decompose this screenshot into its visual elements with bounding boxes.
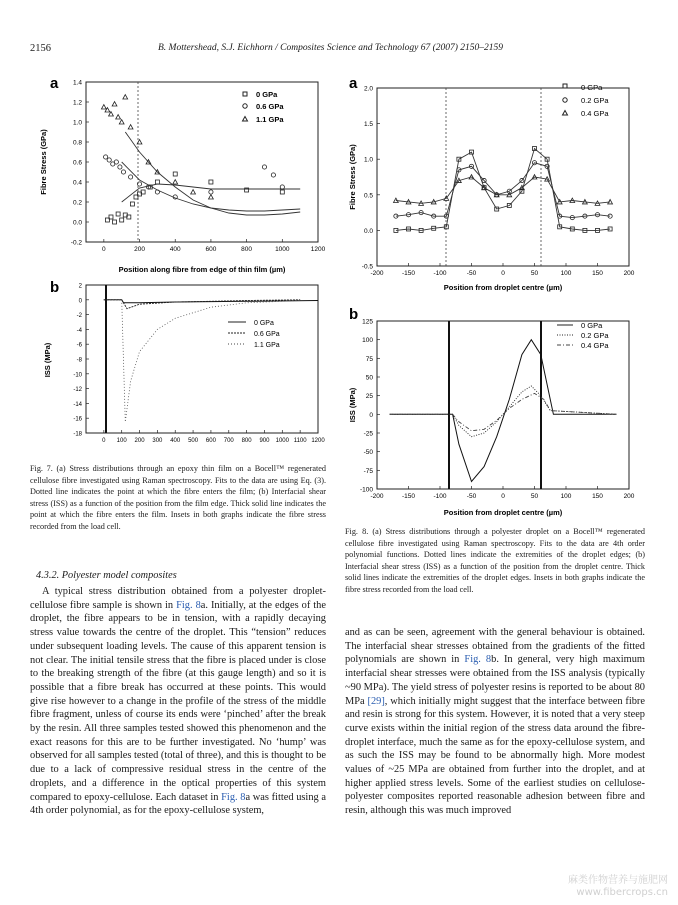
data-point	[116, 115, 121, 119]
data-point	[121, 170, 125, 174]
y-tick-label: -4	[76, 327, 82, 334]
fit-curve	[396, 149, 610, 231]
watermark-line-2: www.fibercrops.cn	[576, 887, 668, 898]
fig8-caption-text: Fig. 8. (a) Stress distributions through a polyester droplet on a Bocell™ regenerated cellulose fibre investigated using Raman spectroscopy. Fits to the data are 4th order polynomial functions. Dotted lines indicate the extremities of the droplet edges; (b) Interfacial shear stress (ISS) as a function of the position from the droplet centre. Thick solid lines indicate the extremities of the droplet edges. Insets in both graphs indicate the fibre stress recorded from the load cell.	[345, 527, 645, 594]
x-tick-label: -50	[466, 270, 477, 277]
fig8a-chart	[345, 76, 645, 306]
x-tick-label: 150	[592, 270, 603, 277]
left-body	[30, 585, 326, 818]
y-tick-label: -25	[363, 430, 373, 438]
y-tick-label: 0.5	[363, 192, 373, 200]
data-point	[262, 165, 266, 169]
fig7a-xlabel: Position along fibre from edge of thin film (µm)	[118, 265, 286, 274]
x-tick-label: 600	[205, 438, 216, 444]
fig7a-chart	[28, 72, 328, 285]
data-point	[119, 120, 124, 124]
x-tick-label: 700	[223, 438, 234, 444]
y-tick-label: -0.2	[70, 239, 82, 247]
fit-curve	[396, 163, 610, 218]
running-title: B. Mottershead, S.J. Eichhorn / Composites Science and Technology 67 (2007) 2150–2159	[158, 43, 504, 53]
x-tick-label: 500	[188, 438, 199, 444]
y-tick-label: -12	[73, 387, 82, 394]
fig8a-svg	[345, 76, 645, 301]
fit-curve	[396, 177, 610, 203]
fig7b-legend-2: 1.1 GPa	[254, 342, 280, 349]
x-tick-label: -200	[370, 493, 384, 500]
legend-triangle-marker	[563, 111, 568, 116]
data-point	[114, 160, 118, 164]
fit-curve	[125, 132, 300, 215]
legend-circle-marker	[243, 104, 247, 108]
x-tick-label: 100	[116, 438, 127, 444]
fig8a-legend-1: 0.2 GPa	[581, 96, 609, 105]
section-heading: 4.3.2. Polyester model composites	[36, 570, 177, 581]
x-tick-label: 1200	[310, 246, 326, 253]
data-point	[118, 165, 122, 169]
watermark-line-1: 麻类作物营养与施肥网	[568, 875, 668, 886]
fig7-caption-text: Fig. 7. (a) Stress distributions through an epoxy thin film on a Bocell™ regenerated cellulose fibre investigated using Raman spectroscopy. Fits to the data are using Eq. (3). Dotted line indicates the point at which the fibre enters the film; (b) Interfacial shear stress (ISS) as a function of the position from the film edge. Thick solid line indicates the point at which the fibre enters the film. Insets in both graphs indicate the fibre stress recorded from the load cell.	[30, 464, 326, 531]
x-tick-label: -150	[401, 493, 416, 500]
fig8b-svg	[345, 305, 645, 520]
fig7a-data	[101, 95, 300, 224]
x-tick-label: 200	[134, 438, 145, 444]
data-point	[129, 175, 133, 179]
y-tick-label: 100	[362, 337, 373, 345]
x-tick-label: 100	[560, 270, 572, 277]
fig7b-legend-1: 0.6 GPa	[254, 331, 280, 338]
data-point	[173, 172, 177, 176]
x-tick-label: 200	[623, 493, 635, 500]
y-tick-label: 2	[78, 283, 82, 290]
y-tick-label: 0.2	[72, 199, 82, 207]
data-point	[155, 180, 159, 184]
data-point	[271, 173, 275, 177]
x-tick-label: -100	[433, 270, 447, 277]
y-tick-label: 2.0	[363, 85, 373, 93]
fig8a-data	[394, 147, 613, 233]
y-tick-label: -2	[76, 313, 82, 320]
x-tick-label: -100	[433, 493, 447, 500]
fig8b-xlabel: Position from droplet centre (µm)	[443, 508, 563, 517]
fig7a-panel-letter: a	[50, 75, 59, 92]
y-tick-label: 125	[362, 318, 373, 326]
x-tick-label: 150	[592, 493, 603, 500]
legend-square-marker	[243, 92, 247, 96]
data-point	[120, 218, 124, 222]
data-point	[137, 140, 142, 144]
y-tick-label: -10	[73, 372, 82, 379]
fig8b-legend-0: 0 GPa	[581, 321, 603, 330]
fig7a-legend-0: 0 GPa	[256, 90, 278, 99]
y-tick-label: -0.5	[361, 263, 373, 271]
y-tick-label: 0.0	[72, 219, 82, 227]
fig8b-legend-2: 0.4 GPa	[581, 341, 609, 350]
y-tick-label: -100	[359, 486, 373, 494]
data-point	[130, 202, 134, 206]
fig7a-legend-2: 1.1 GPa	[256, 115, 284, 124]
y-tick-label: 1.5	[363, 121, 373, 129]
x-tick-label: 400	[169, 246, 181, 253]
x-tick-label: 1000	[275, 246, 290, 253]
fig8a-xlabel: Position from droplet centre (µm)	[443, 283, 563, 292]
x-tick-label: 800	[241, 246, 253, 253]
y-tick-label: -18	[73, 431, 82, 438]
x-tick-label: 200	[134, 246, 145, 253]
data-point	[107, 158, 111, 162]
y-tick-label: -14	[73, 401, 82, 408]
iss-curve	[390, 393, 617, 430]
fig8-caption	[345, 526, 645, 595]
fig7a-legend-1: 0.6 GPa	[256, 102, 284, 111]
y-tick-label: 0.0	[363, 227, 373, 235]
fig8-link[interactable]: Fig. 8	[464, 654, 492, 666]
y-tick-label: -16	[73, 416, 82, 423]
watermark	[568, 875, 668, 899]
fig7b-frame	[86, 285, 318, 433]
legend-triangle-marker	[243, 117, 248, 122]
fig8b-legend	[557, 321, 609, 350]
data-point	[173, 180, 178, 184]
fig7a-svg	[28, 72, 328, 280]
fig8b-legend-1: 0.2 GPa	[581, 331, 609, 340]
fig7b-legend	[228, 320, 280, 349]
fig7b-data	[104, 300, 318, 422]
x-tick-label: 600	[205, 246, 217, 253]
data-point	[113, 220, 117, 224]
fig7a-ticks	[71, 80, 326, 254]
x-tick-label: 200	[623, 270, 635, 277]
x-tick-label: 1000	[275, 438, 289, 444]
x-tick-label: 300	[152, 438, 163, 444]
right-body-paragraph	[345, 626, 645, 818]
body-text: , which initially might suggest that the interface between fibre and resin is strong for this system. However, it is noted that a very steep curve exists within the initial region of the stress data around the fibre-droplet interface, much the same as for the epoxy-cellulose system, and as such the ISS may be found to be abnormally high. More modest values of ~25 MPa are obtained from further into the droplet, and at higher applied stress levels. Some of the earliest studies on cellulose-polyester composites reported reasonable adhesion between fibre and resin, although this was much improved	[345, 695, 645, 817]
data-point	[128, 125, 133, 129]
fig8-link[interactable]: Fig. 8	[176, 599, 201, 611]
fig8a-ylabel: Fibre Stress (GPa)	[348, 144, 357, 210]
x-tick-label: -200	[370, 270, 384, 277]
x-tick-label: 50	[530, 270, 539, 277]
data-point	[116, 212, 120, 216]
y-tick-label: 0.8	[72, 139, 82, 147]
y-tick-label: 0.6	[72, 159, 82, 167]
body-text: b. In general, very high maximum interfacial shear stresses were obtained from the ISS analysis (typically ~90 MPa). The yield stress of polyester resins is reported to be about 80 MPa	[345, 654, 645, 707]
x-tick-label: 800	[241, 438, 252, 444]
y-tick-label: -50	[363, 449, 373, 457]
x-tick-label: 1200	[311, 438, 325, 444]
data-point	[280, 190, 284, 194]
data-point	[101, 105, 106, 109]
x-tick-label: 0	[501, 270, 505, 277]
fig7b-chart	[28, 280, 328, 455]
x-tick-label: 0	[102, 438, 106, 444]
x-tick-label: 0	[501, 493, 505, 500]
page-number: 2156	[30, 43, 51, 54]
iss-curve	[390, 386, 617, 437]
fig7b-ylabel: ISS (MPa)	[43, 342, 52, 378]
x-tick-label: 1100	[293, 438, 307, 444]
data-point	[123, 95, 128, 99]
fig7b-svg	[28, 280, 328, 450]
x-tick-label: 900	[259, 438, 270, 444]
fig8a-legend-2: 0.4 GPa	[581, 109, 609, 118]
x-tick-label: 400	[170, 438, 181, 444]
y-tick-label: 1.0	[72, 119, 82, 127]
x-tick-label: 100	[560, 493, 572, 500]
body-text: a was fitted using a 4th order polynomial, as for the epoxy-cellulose system,	[30, 791, 326, 817]
y-tick-label: 1.2	[72, 99, 82, 107]
y-tick-label: -6	[76, 342, 82, 349]
left-body-paragraph	[30, 585, 326, 818]
fig7-caption	[30, 463, 326, 532]
y-tick-label: 50	[365, 374, 373, 382]
y-tick-label: 0.4	[72, 179, 82, 187]
data-point	[280, 185, 284, 189]
body-text: and as can be seen, agreement with the general behaviour is obtained. The interfacial shear stresses obtained from the gradients of the fitted polynomials are shown in	[345, 627, 645, 666]
right-body	[345, 626, 645, 818]
fig7b-legend-0: 0 GPa	[254, 320, 274, 327]
data-point	[209, 190, 213, 194]
reference-link[interactable]: [29]	[367, 695, 385, 707]
data-point	[209, 180, 213, 184]
fig8a-legend-0: 0 GPa	[581, 83, 603, 92]
x-tick-label: 50	[530, 493, 539, 500]
legend-square-marker	[563, 84, 567, 88]
fig8-link[interactable]: Fig. 8	[221, 791, 246, 803]
fig7b-ticks	[73, 284, 325, 445]
y-tick-label: 0	[78, 298, 82, 305]
fig7a-legend	[243, 90, 285, 124]
fig7a-ylabel: Fibre Stress (GPa)	[39, 129, 48, 195]
y-tick-label: 75	[365, 355, 373, 363]
y-tick-label: 1.4	[72, 79, 82, 87]
fig8b-panel-letter: b	[349, 306, 359, 323]
fig8b-ylabel: ISS (MPa)	[348, 387, 357, 423]
data-point	[209, 195, 214, 199]
legend-circle-marker	[563, 98, 567, 102]
x-tick-label: -150	[401, 270, 416, 277]
x-tick-label: 0	[102, 246, 106, 253]
data-point	[112, 102, 117, 106]
fig7b-panel-letter: b	[50, 280, 60, 296]
x-tick-label: -50	[466, 493, 477, 500]
y-tick-label: -75	[363, 467, 373, 475]
y-tick-label: 25	[365, 393, 373, 401]
body-text: A typical stress distribution obtained from a polyester droplet-cellulose fibre sample is shown in	[30, 586, 326, 611]
body-text: a. Initially, at the edges of the droplet, the fibre appears to be in tension, with a rapidly decaying stress value towards the centre of the droplet. This “tension” reduces under subsequent loading levels. The cause of this apparent tension is not clear. The initial tensile stress that the fibre is placed under is close to the breaking strength of the fibre (at this gauge length) and so it is possible that a fibre break has occurred at these points. This would give rise however to a change in the profile of the stress of the middle fibre fragment, unless of course its ends were ‘pinched’ after the break by the resin. All three samples tested showed this phenomenon and the exact reasons for this are to be further investigated. No ‘hump’ was observed for all samples tested (total of three), and this is thought to be due to a lack of compressive residual stress in the centre of the droplets, and a difference in the optical properties of this system compared to epoxy-cellulose. Each dataset in	[30, 599, 326, 803]
iss-curve	[104, 300, 300, 422]
fig8a-panel-letter: a	[349, 76, 358, 92]
y-tick-label: 1.0	[363, 156, 373, 164]
data-point	[104, 155, 108, 159]
iss-curve	[390, 340, 617, 482]
fig8b-data	[390, 340, 617, 482]
fig8b-chart	[345, 305, 645, 525]
data-point	[191, 190, 196, 194]
y-tick-label: 0	[369, 411, 373, 419]
y-tick-label: -8	[76, 357, 82, 364]
